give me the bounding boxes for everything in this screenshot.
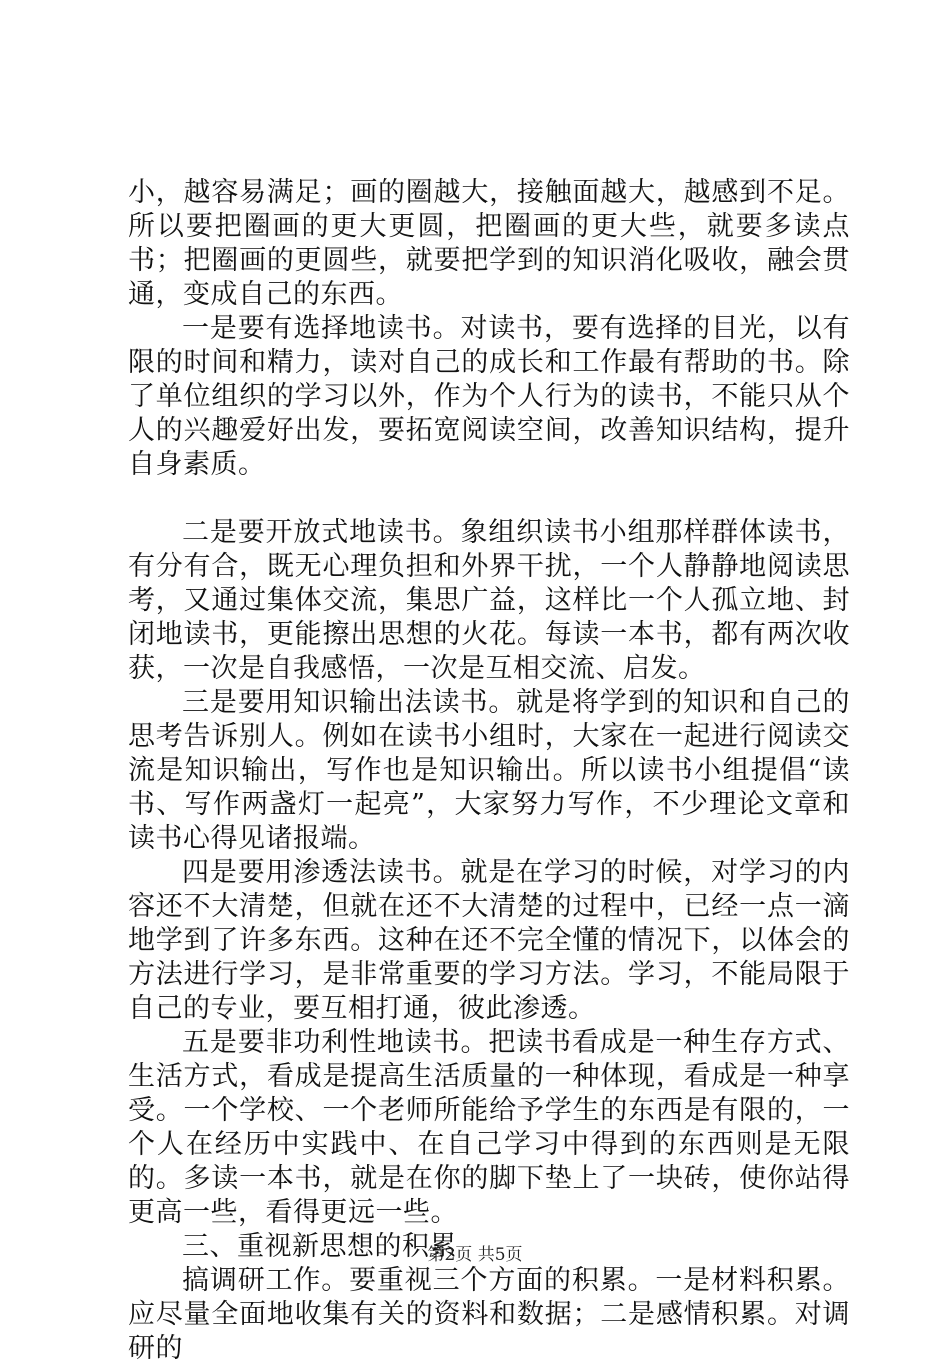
paragraph-research-accumulation: 搞调研工作。要重视三个方面的积累。一是材料积累。应尽量全面地收集有关的资料和数据；二是感情积累。对调研的: [128, 1265, 850, 1364]
section-heading: 三、重视新思想的积累: [182, 1231, 457, 1262]
page-number: 第2页 共5页: [427, 1245, 523, 1265]
paragraph-selective-reading: 一是要有选择地读书。对读书，要有选择的目光，以有限的时间和精力，读对自己的成长和工作最有帮助的书。除了单位组织的学习以外，作为个人行为的读书，不能只从个人的兴趣爱好出发，要拓宽阅读空间，改善知识结构，提升自身素质。: [128, 313, 850, 480]
paragraph-osmosis-reading: 四是要用渗透法读书。就是在学习的时候，对学习的内容还不大清楚，但就在还不大清楚的过程中，已经一点一滴地学到了许多东西。这种在还不完全懂的情况下，以体会的方法进行学习，是非常重要的学习方法。学习，不能局限于自己的专业，要互相打通，彼此渗透。: [128, 857, 850, 1024]
paragraph-non-utilitarian-reading: 五是要非功利性地读书。把读书看成是一种生存方式、生活方式，看成是提高生活质量的一种体现，看成是一种享受。一个学校、一个老师所能给予学生的东西是有限的，一个人在经历中实践中、在自己学习中得到的东西则是无限的。多读一本书，就是在你的脚下垫上了一块砖，使你站得更高一些，看得更远一些。: [128, 1027, 850, 1228]
paragraph-open-reading: 二是要开放式地读书。象组织读书小组那样群体读书，有分有合，既无心理负担和外界干扰，一个人静静地阅读思考，又通过集体交流，集思广益，这样比一个人孤立地、封闭地读书，更能擦出思想的火花。每读一本书，都有两次收获，一次是自我感悟，一次是互相交流、启发。: [128, 517, 850, 684]
document-body: [128, 176, 850, 1366]
paragraph-continuation: 小，越容易满足；画的圈越大，接触面越大，越感到不足。所以要把圈画的更大更圆，把圈画的更大些，就要多读点书；把圈画的更圆些，就要把学到的知识消化吸收，融会贯通，变成自己的东西。: [128, 177, 850, 310]
paragraph-knowledge-output: 三是要用知识输出法读书。就是将学到的知识和自己的思考告诉别人。例如在读书小组时，大家在一起进行阅读交流是知识输出，写作也是知识输出。所以读书小组提倡“读书、写作两盏灯一起亮”，大家努力写作，不少理论文章和读书心得见诸报端。: [128, 687, 850, 854]
